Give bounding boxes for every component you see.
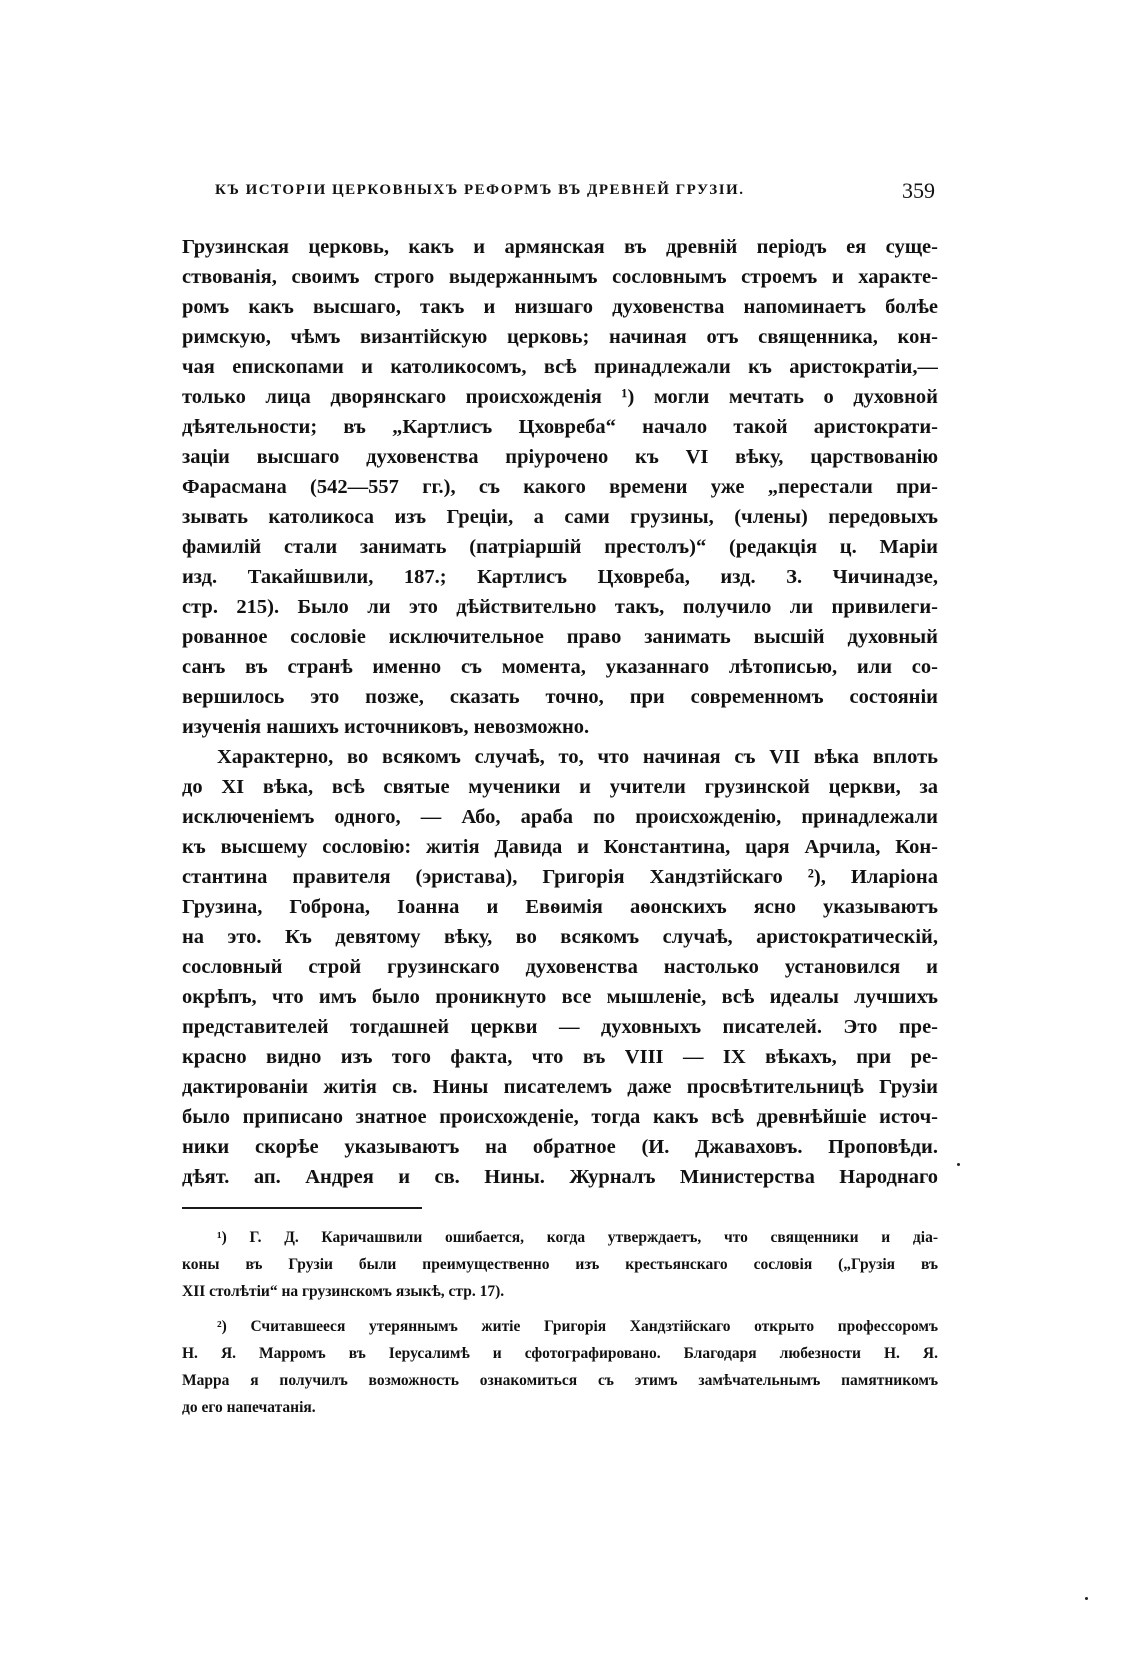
page-header <box>215 178 935 206</box>
text-line: фамилій стали занимать (патріаршій престолъ)“ (редакція ц. Маріи <box>182 536 938 558</box>
footnote-line: ²) Считавшееся утеряннымъ житіе Григорія Хандзтійскаго открыто профессоромъ <box>217 1318 938 1335</box>
page-number: 359 <box>902 178 935 203</box>
footnote-line: Марра я получилъ возможность ознакомиться съ этимъ замѣчательнымъ памятникомъ <box>182 1372 938 1389</box>
text-line: къ высшему сословію: житія Давида и Константина, царя Арчила, Кон- <box>182 836 938 858</box>
text-line: вершилось это позже, сказать точно, при современномъ состояніи <box>182 686 938 708</box>
footnote-line: Н. Я. Марромъ въ Іерусалимѣ и сфотографировано. Благодаря любезности Н. Я. <box>182 1345 938 1362</box>
text-line: сословный строй грузинскаго духовенства настолько установился и <box>182 956 938 978</box>
text-line: окрѣпъ, что имъ было проникнуто все мышленіе, всѣ идеалы лучшихъ <box>182 986 938 1008</box>
text-line: чая епископами и католикосомъ, всѣ принадлежали къ аристократіи,— <box>182 356 938 378</box>
scan-speck <box>957 1163 960 1166</box>
footnote-divider <box>182 1207 422 1209</box>
text-line: стр. 215). Было ли это дѣйствительно такъ, получило ли привилеги- <box>182 596 938 618</box>
text-line: стантина правителя (эристава), Григорія Хандзтійскаго ²), Иларіона <box>182 866 938 888</box>
text-line: санъ въ странѣ именно съ момента, указаннаго лѣтописью, или со- <box>182 656 938 678</box>
text-line: ники скорѣе указываютъ на обратное (И. Джаваховъ. Проповѣди. <box>182 1136 938 1158</box>
text-line: зывать католикоса изъ Греціи, а сами грузины, (члены) передовыхъ <box>182 506 938 528</box>
text-line: Характерно, во всякомъ случаѣ, то, что начиная съ VII вѣка вплоть <box>217 746 938 768</box>
text-line: красно видно изъ того факта, что въ VIII — IX вѣкахъ, при ре- <box>182 1046 938 1068</box>
running-title: КЪ ИСТОРІИ ЦЕРКОВНЫХЪ РЕФОРМЪ ВЪ ДРЕВНЕЙ ГРУЗІИ. <box>215 182 745 198</box>
text-line: изд. Такайшвили, 187.; Картлисъ Цховреба, изд. З. Чичинадзе, <box>182 566 938 588</box>
text-line: на это. Къ девятому вѣку, во всякомъ случаѣ, аристократическій, <box>182 926 938 948</box>
footnotes <box>182 1224 938 1421</box>
text-line: только лица дворянскаго происхожденія ¹) могли мечтать о духовной <box>182 386 938 408</box>
text-line: рованное сословіе исключительное право занимать высшій духовный <box>182 626 938 648</box>
footnote-line: ¹) Г. Д. Каричашвили ошибается, когда утверждаетъ, что священники и діа- <box>217 1229 938 1246</box>
scan-speck <box>1085 1597 1088 1600</box>
text-line: дѣят. ап. Андрея и св. Нины. Журналъ Министерства Народнаго <box>182 1166 938 1188</box>
text-line: заціи высшаго духовенства пріурочено къ VI вѣку, царствованію <box>182 446 938 468</box>
text-line: исключеніемъ одного, — Або, араба по происхожденію, принадлежали <box>182 806 938 828</box>
text-line: дѣятельности; въ „Картлисъ Цховреба“ начало такой аристократи- <box>182 416 938 438</box>
text-line: до XI вѣка, всѣ святые мученики и учители грузинской церкви, за <box>182 776 938 798</box>
text-line: Грузина, Гоброна, Іоанна и Евѳимія аѳонскихъ ясно указываютъ <box>182 896 938 918</box>
text-line: Грузинская церковь, какъ и армянская въ древній періодъ ея суще- <box>182 236 938 258</box>
footnote-line: коны въ Грузіи были преимущественно изъ крестьянскаго сословія („Грузія въ <box>182 1256 938 1273</box>
text-line: ромъ какъ высшаго, такъ и низшаго духовенства напоминаетъ болѣе <box>182 296 938 318</box>
text-line: представителей тогдашней церкви — духовныхъ писателей. Это пре- <box>182 1016 938 1038</box>
main-text <box>182 232 938 1192</box>
footnote-line: XII столѣтіи“ на грузинскомъ языкѣ, стр. 17). <box>182 1283 505 1300</box>
text-line: ствованія, своимъ строго выдержаннымъ сословнымъ строемъ и характе- <box>182 266 938 288</box>
text-line: дактированіи житія св. Нины писателемъ даже просвѣтительницѣ Грузіи <box>182 1076 938 1098</box>
text-line: Фарасмана (542—557 гг.), съ какого времени уже „перестали при- <box>182 476 938 498</box>
text-line: изученія нашихъ источниковъ, невозможно. <box>182 716 590 738</box>
text-line: было приписано знатное происхожденіе, тогда какъ всѣ древнѣйшіе источ- <box>182 1106 938 1128</box>
text-line: римскую, чѣмъ византійскую церковь; начиная отъ священника, кон- <box>182 326 938 348</box>
footnote-line: до его напечатанія. <box>182 1399 316 1416</box>
